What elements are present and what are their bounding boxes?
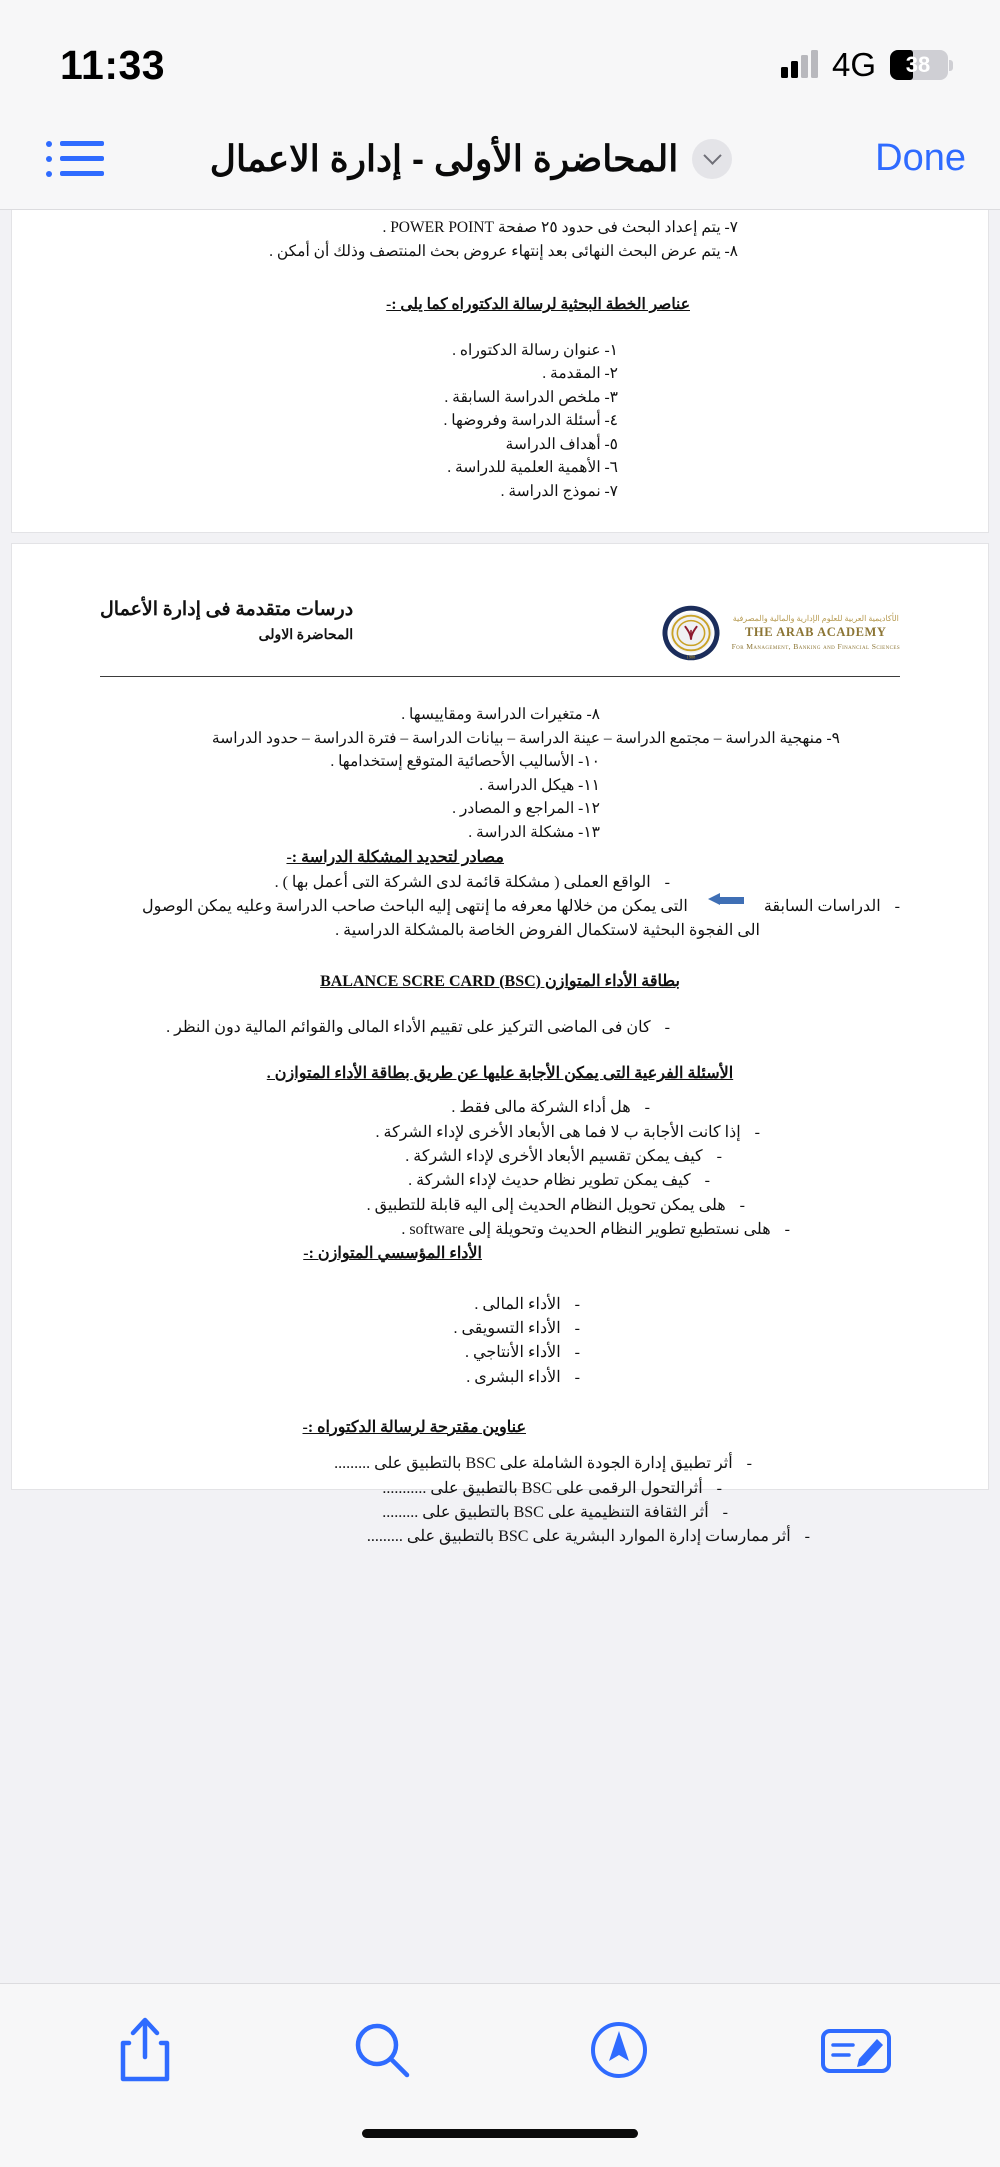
bullet-dash: - [716,1479,722,1497]
markup-pen-circle-icon [588,2019,650,2081]
bullet-dash: - [574,1295,580,1313]
list-item-label: الأداء الأنتاجي . [465,1344,561,1362]
bottom-toolbar [0,1983,1000,2115]
list-item-label: إذا كانت الأجابة ب لا فما هى الأبعاد الأخرى لإداء الشركة . [375,1123,741,1141]
balanced-performance-list [100,1293,900,1390]
list-item-label: الأداء التسويقى . [453,1319,561,1337]
battery-icon [890,50,948,80]
list-item [100,1501,900,1525]
list-item [100,1194,900,1218]
questions-heading: الأسئلة الفرعية التى يمكن الأجابة عليها عن طريق بطاقة الأداء المتوازن . [266,1065,734,1083]
chevron-down-icon[interactable] [692,139,732,179]
list-item [100,1341,900,1365]
document-scroll-area[interactable] [0,210,1000,1983]
page2-header [54,592,946,664]
bsc-bullet-row [100,1016,900,1040]
cellular-signal-icon [781,52,818,78]
list-item: ١٣- مشكلة الدراسة . [468,823,600,841]
page1-top-lines [52,210,948,263]
status-bar [0,0,1000,108]
list-item: ١- عنوان رسالة الدكتوراه . [452,341,618,359]
proposed-titles-list [100,1452,900,1549]
bullet-dash: - [894,897,900,915]
page2-header-subtitle: المحاضرة الاولى [258,628,354,643]
svg-text:1988: 1988 [686,654,695,660]
proposed-titles-heading: عناوين مقترحة لرسالة الدكتوراه :- [302,1418,526,1436]
list-item [100,1121,900,1145]
list-item [100,895,900,919]
list-item: ١١- هيكل الدراسة . [479,776,600,794]
home-indicator[interactable] [362,2129,638,2138]
bullet-dash: - [804,1528,810,1546]
document-title: المحاضرة الأولى - إدارة الاعمال [209,137,679,179]
bullet-dash: - [754,1123,760,1141]
list-item-label: أثر ممارسات إدارة الموارد البشرية على BSC بالتطبيق على ......... [366,1528,791,1546]
nav-bar-left [46,141,166,177]
network-type-label: 4G [831,46,876,83]
document-page-1 [12,210,988,532]
list-item: ١٠- الأساليب الأحصائية المتوقع إستخدامها . [330,753,600,771]
page2-header-divider [100,676,900,677]
list-item: ٨- متغيرات الدراسة ومقاييسها . [401,706,600,723]
list-item: ٧- نموذج الدراسة . [500,482,618,500]
list-item-label: الواقع العملى ( مشكلة قائمة لدى الشركة التى أعمل بها ) . [274,873,651,891]
nav-bar-right [776,137,966,180]
left-arrow-icon [708,895,744,905]
logo-english-sub: For Management, Banking and Financial Sciences [731,641,900,651]
list-item [100,1366,900,1390]
list-item-label: الأداء البشرى . [466,1368,561,1386]
page2-header-text [100,598,353,644]
home-indicator-area [0,2115,1000,2167]
page1-section-heading: عناصر الخطة البحثية لرسالة الدكتوراه كما يلى :- [386,296,690,314]
list-item-label: أثر الثقافة التنظيمية على BSC بالتطبيق على ......... [382,1503,709,1521]
list-item-label: هلى يمكن تحويل النظام الحديث إلى اليه قابلة للتطبيق . [366,1196,726,1214]
list-item [100,1525,900,1549]
list-item-label: الأداء المالى . [474,1295,561,1313]
bullet-dash: - [664,873,670,891]
list-item: ٥- أهداف الدراسة [505,435,618,453]
page1-line: ٨- يتم عرض البحث النهائى بعد إنتهاء عروض بحث المنتصف وذلك أن أمكن . [269,242,738,260]
bsc-title: بطاقة الأداء المتوازن BALANCE SCRE CARD (BSC) [320,972,680,990]
logo-arabic-name: الأكاديمية العربية للعلوم الإدارية والمالية والمصرفية [732,613,899,623]
list-item-label: هل أداء الشركة مالى فقط . [451,1099,631,1117]
bsc-bullet-label: كان فى الماضى التركيز على تقييم الأداء المالى والقوائم المالية دون النظر . [166,1018,651,1036]
academy-logo [660,602,900,664]
bullet-dash: - [574,1368,580,1386]
page2-numbered-list [100,703,900,844]
list-item: ٣- ملخص الدراسة السابقة . [444,388,618,406]
list-item [100,1293,900,1317]
share-upload-icon [116,2015,174,2085]
sources-list [100,871,900,944]
list-item-label: أثر تطبيق إدارة الجودة الشاملة على BSC بالتطبيق على ......... [334,1455,733,1473]
bullet-dash: - [644,1099,650,1117]
navigation-bar [0,108,1000,210]
list-item: ٦- الأهمية العلمية للدراسة . [447,459,618,477]
bullet-dash: - [664,1018,670,1036]
sources-item2-line2: الى الفجوة البحثية لاستكمال الفروض الخاصة بالمشكلة الدراسية . [335,922,760,940]
page1-numbered-list [52,339,948,504]
page1-line: ٧- يتم إعداد البحث فى حدود ٢٥ صفحة POWER POINT . [382,219,738,236]
list-item [100,1096,900,1120]
bullet-dash: - [746,1455,752,1473]
list-item-continuation: التى يمكن من خلالها معرفه ما إنتهى إليه الباحث صاحب الدراسة وعليه يمكن الوصول [142,897,688,915]
list-item-label: أثرالتحول الرقمى على BSC بالتطبيق على ........... [382,1479,703,1497]
bsc-title-wrap [100,970,900,994]
status-bar-indicators [781,46,948,84]
sources-heading: مصادر لتحديد المشكلة الدراسة :- [286,849,504,867]
list-item [100,1477,900,1501]
list-item: ١٢- المراجع و المصادر . [452,800,600,818]
page2-body [54,703,946,1549]
arab-academy-seal-icon [660,602,722,664]
list-item [100,1145,900,1169]
list-item-label: كيف يمكن تقسيم الأبعاد الأخرى لإداء الشركة . [405,1148,703,1166]
document-page-2 [12,544,988,1546]
list-item [100,1317,900,1341]
bullet-dash: - [784,1221,790,1239]
annotate-button[interactable] [808,2002,904,2098]
questions-list [100,1096,900,1242]
battery-level-label: 38 [905,52,931,77]
balanced-performance-heading: الأداء المؤسسي المتوازن :- [303,1245,482,1263]
annotate-note-icon [819,2021,893,2079]
markup-button[interactable] [571,2002,667,2098]
bullet-dash: - [574,1344,580,1362]
logo-english-name: THE ARAB ACADEMY [745,624,887,639]
page2-header-title: درسات متقدمة فى إدارة الأعمال [100,599,354,620]
search-magnifier-icon [351,2019,413,2081]
bullet-dash: - [574,1319,580,1337]
nav-bar-center [166,138,776,180]
bullet-dash: - [722,1503,728,1521]
list-item-label: هلى نستطيع تطوير النظام الحديث وتحويلة إلى software . [401,1221,771,1239]
list-item [100,871,900,895]
list-item [100,1218,900,1242]
list-item-label: كيف يمكن تطوير نظام حديث لإداء الشركة . [408,1172,691,1190]
list-item: ٢- المقدمة . [542,365,618,383]
status-bar-time: 11:33 [60,41,166,88]
list-item: ٤- أسئلة الدراسة وفروضها . [443,412,618,430]
bullet-dash: - [716,1148,722,1166]
share-button[interactable] [97,2002,193,2098]
search-button[interactable] [334,2002,430,2098]
done-button[interactable]: Done [875,137,966,179]
list-item [100,1452,900,1476]
list-item-label: الدراسات السابقة [763,897,881,915]
list-item: ٩- منهجية الدراسة – مجتمع الدراسة – عينة الدراسة – بيانات الدراسة – فترة الدراسة – حدود الدراسة [211,729,840,747]
bullet-dash: - [739,1196,745,1214]
thumbnail-list-icon[interactable] [46,141,104,177]
bullet-dash: - [704,1172,710,1190]
list-item [100,1169,900,1193]
academy-logo-text [732,614,900,652]
